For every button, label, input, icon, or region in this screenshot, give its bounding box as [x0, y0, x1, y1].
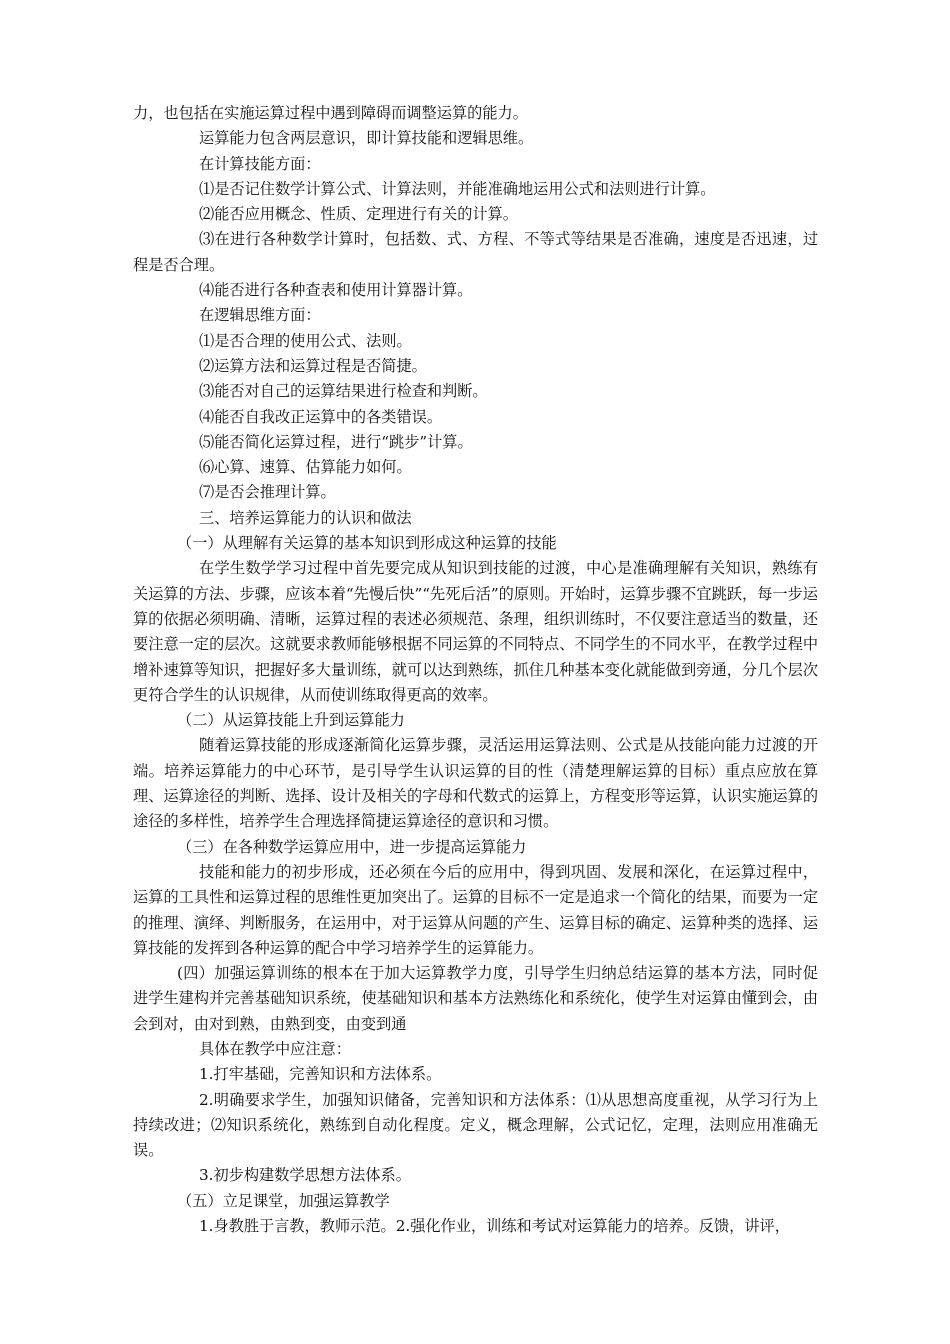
list-item: ⑵能否应用概念、性质、定理进行有关的计算。 [199, 205, 518, 224]
section-label: 具体在教学中应注意： [199, 1039, 351, 1058]
document-body [133, 101, 818, 1239]
paragraph: 1.身教胜于言教，教师示范。2.强化作业，训练和考试对运算能力的培养。反馈，讲评， [199, 1217, 790, 1236]
subsection-heading: （一）从理解有关运算的基本知识到形成这种运算的技能 [177, 534, 557, 553]
section-label: 在逻辑思维方面： [199, 306, 321, 325]
section-heading: 三、培养运算能力的认识和做法 [199, 508, 412, 527]
list-item: ⑷能否自我改正运算中的各类错误。 [199, 407, 442, 426]
subsection-heading: （三）在各种数学运算应用中，进一步提高运算能力 [177, 837, 527, 856]
list-item: 3.初步构建数学思想方法体系。 [199, 1166, 411, 1185]
subsection-heading: （五）立足课堂，加强运算教学 [177, 1191, 390, 1210]
paragraph: 力，也包括在实施运算过程中遇到障碍而调整运算的能力。 [133, 104, 528, 122]
paragraph: 技能和能力的初步形成，还必须在今后的应用中，得到巩固、发展和深化，在运算过程中，运算的工具性和运算过程的思维性更加突出了。运算的目标不一定是追求一个简化的结果，而要为一定的推理、演绎、判断服务，在运用中，对于运算从问题的产生、运算目标的确定、运算种类的选择、运算技能的发挥到各种运算的配合中学习培养学生的运算能力。 [133, 862, 818, 957]
list-item: ⑶能否对自己的运算结果进行检查和判断。 [199, 382, 488, 401]
section-label: 在计算技能方面： [199, 154, 321, 173]
list-item: ⑹心算、速算、估算能力如何。 [199, 458, 412, 477]
paragraph: (四）加强运算训练的根本在于加大运算教学力度，引导学生归纳总结运算的基本方法，同时促进学生建构并完善基础知识系统，使基础知识和基本方法熟练化和系统化，使学生对运算由懂到会，由会到对，由对到熟，由熟到变，由变到通 [133, 964, 818, 1033]
list-item: ⑴是否合理的使用公式、法则。 [199, 331, 412, 350]
list-item: ⑺是否会推理计算。 [199, 483, 336, 502]
list-item: ⑸能否简化运算过程，进行“跳步”计算。 [199, 432, 473, 451]
subsection-heading: （二）从运算技能上升到运算能力 [177, 711, 405, 730]
paragraph: 随着运算技能的形成逐渐简化运算步骤，灵活运用运算法则、公式是从技能向能力过渡的开端。培养运算能力的中心环节，是引导学生认识运算的目的性（清楚理解运算的目标）重点应放在算理、运算途径的判断、选择、设计及相关的字母和代数式的运算上，方程变形等运算，认识实施运算的途径的多样性，培养学生合理选择简捷运算途径的意识和习惯。 [133, 736, 818, 831]
list-item: ⑴是否记住数学计算公式、计算法则，并能准确地运用公式和法则进行计算。 [199, 179, 716, 198]
list-item: ⑶在进行各种数学计算时，包括数、式、方程、不等式等结果是否准确，速度是否迅速，过程是否合理。 [133, 230, 818, 274]
paragraph: 在学生数学学习过程中首先要完成从知识到技能的过渡，中心是准确理解有关知识，熟练有关运算的方法、步骤，应该本着“先慢后快”“先死后活”的原则。开始时，运算步骤不宜跳跃，每一步运算的依据必须明确、清晰，运算过程的表述必须规范、条理，组织训练时，不仅要注意适当的数量，还要注意一定的层次。这就要求教师能够根据不同运算的不同特点、不同学生的不同水平，在教学过程中增补速算等知识，把握好多大量训练，就可以达到熟练，抓住几种基本变化就能做到旁通，分几个层次更符合学生的认识规律，从而使训练取得更高的效率。 [133, 559, 818, 704]
list-item: 1.打牢基础，完善知识和方法体系。 [199, 1065, 442, 1084]
list-item: 2.明确要求学生，加强知识储备，完善知识和方法体系：⑴从思想高度重视，从学习行为上持续改进；⑵知识系统化，熟练到自动化程度。定义，概念理解，公式记忆，定理，法则应用准确无误。 [133, 1090, 818, 1160]
paragraph: 运算能力包含两层意识，即计算技能和逻辑思维。 [199, 129, 534, 148]
list-item: ⑵运算方法和运算过程是否简捷。 [199, 356, 427, 375]
list-item: ⑷能否进行各种查表和使用计算器计算。 [199, 281, 473, 300]
